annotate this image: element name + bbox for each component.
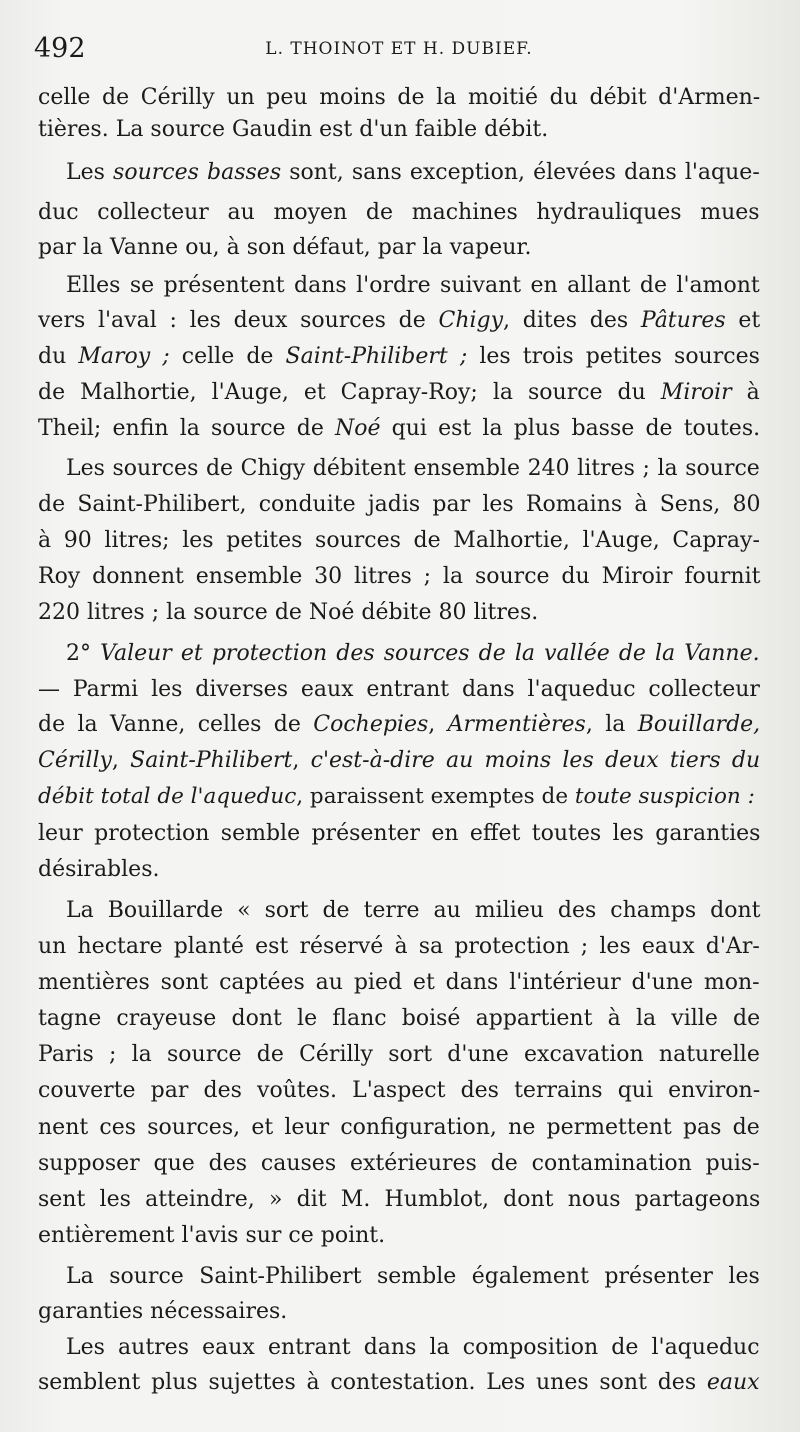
italic-text: Maroy ; — [78, 344, 170, 369]
text-line — [38, 709, 760, 741]
roman-text: La source Saint-Philibert semble également présenter les — [66, 1264, 760, 1289]
roman-text: de Saint-Philibert, conduite jadis par les Romains à Sens, 80 — [38, 492, 761, 517]
text-line — [38, 232, 532, 264]
italic-text: Armentières — [447, 712, 586, 737]
roman-text: à — [731, 380, 760, 405]
roman-text: tières. La source Gaudin est d'un faible débit. — [38, 117, 549, 142]
roman-text: , — [292, 748, 311, 773]
roman-text: garanties nécessaires. — [38, 1299, 288, 1324]
roman-text: celle de — [169, 344, 286, 369]
italic-text: Noé — [335, 416, 381, 441]
text-line — [66, 895, 760, 927]
roman-text: Elles se présentent dans l'ordre suivant en allant de l'amont — [66, 273, 760, 298]
roman-text: Roy donnent ensemble 30 litres ; la source du Miroir fournit — [38, 564, 761, 589]
roman-text: supposer que des causes extérieures de contamination puis- — [38, 1151, 760, 1176]
italic-text: Chigy — [438, 308, 504, 333]
roman-text: Les autres eaux entrant dans la composition de l'aqueduc — [66, 1335, 760, 1360]
roman-text: , — [111, 748, 131, 773]
text-line — [66, 1261, 760, 1293]
roman-text: de la Vanne, celles de — [38, 712, 314, 737]
text-line — [66, 157, 760, 189]
text-line — [38, 114, 548, 146]
text-line — [38, 854, 159, 886]
text-line — [38, 1075, 760, 1107]
text-line — [38, 197, 760, 229]
text-line — [38, 489, 760, 521]
roman-text: 2° — [66, 641, 101, 666]
roman-text: , paraissent exemptes de — [296, 784, 575, 809]
roman-text: par la Vanne ou, à son défaut, par la vapeur. — [38, 235, 532, 260]
text-line — [38, 1003, 760, 1035]
italic-text: Bouillarde, — [637, 712, 761, 737]
roman-text: , — [428, 712, 448, 737]
page-number: 492 — [34, 33, 86, 64]
italic-text: c'est-à-dire au moins les deux tiers du — [310, 748, 761, 773]
italic-text: Miroir — [660, 380, 732, 405]
text-line — [38, 1112, 760, 1144]
roman-text: — Parmi les diverses eaux entrant dans l'aqueduc collecteur — [38, 677, 760, 702]
roman-text: Les sources de Chigy débitent ensemble 240 litres ; la source — [66, 456, 760, 481]
roman-text: sont, sans exception, élevées dans l'aque- — [281, 160, 760, 185]
italic-text: débit total de l'aqueduc — [38, 784, 297, 809]
italic-text: sources basses — [113, 160, 282, 185]
roman-text: Theil; enfin la source de — [38, 416, 335, 441]
text-line — [38, 1296, 287, 1328]
italic-text: Pâtures — [640, 308, 726, 333]
text-line — [38, 818, 760, 850]
roman-text: duc collecteur au moyen de machines hydrauliques mues — [38, 200, 760, 225]
roman-text: 220 litres ; la source de Noé débite 80 litres. — [38, 600, 539, 625]
roman-text: désirables. — [38, 857, 160, 882]
text-line — [38, 82, 760, 114]
roman-text: , la — [585, 712, 638, 737]
roman-text: entièrement l'avis sur ce point. — [38, 1223, 386, 1248]
text-line — [38, 1184, 760, 1216]
roman-text: du — [38, 344, 79, 369]
roman-text: Les — [66, 160, 114, 185]
roman-text: tagne crayeuse dont le flanc boisé appartient à la ville de — [38, 1006, 761, 1031]
text-line — [38, 931, 760, 963]
text-line — [38, 1148, 760, 1180]
text-line — [38, 1367, 760, 1399]
page-header — [34, 30, 764, 72]
text-line — [38, 1220, 385, 1252]
roman-text: couverte par des voûtes. L'aspect des terrains qui environ- — [38, 1078, 761, 1103]
roman-text: Paris ; la source de Cérilly sort d'une excavation naturelle — [38, 1042, 760, 1067]
roman-text: sent les atteindre, » dit M. Humblot, dont nous partageons — [38, 1187, 761, 1212]
text-line — [66, 1332, 760, 1364]
text-line — [38, 377, 760, 409]
text-line — [38, 1039, 760, 1071]
italic-text: eaux — [706, 1370, 760, 1395]
italic-text: Saint-Philibert ; — [285, 344, 468, 369]
roman-text: à 90 litres; les petites sources de Malhortie, l'Auge, Capray- — [38, 528, 760, 553]
roman-text: mentières sont captées au pied et dans l'intérieur d'une mon- — [38, 970, 760, 995]
text-line — [38, 413, 760, 445]
italic-text: toute suspicion : — [574, 784, 755, 809]
text-line — [38, 781, 755, 813]
text-line — [66, 638, 760, 670]
text-line — [38, 745, 760, 777]
italic-text: Cérilly — [38, 748, 112, 773]
running-head: L. THOINOT ET H. DUBIEF. — [265, 39, 533, 59]
roman-text: et — [725, 308, 761, 333]
text-line — [38, 674, 760, 706]
italic-text: Cochepies — [313, 712, 429, 737]
roman-text: de Malhortie, l'Auge, et Capray-Roy; la source du — [38, 380, 661, 405]
text-line — [38, 341, 760, 373]
text-line — [38, 305, 760, 337]
text-line — [38, 967, 760, 999]
text-line — [38, 525, 760, 557]
roman-text: leur protection semble présenter en effet toutes les garanties — [38, 821, 761, 846]
roman-text: , dites des — [503, 308, 641, 333]
roman-text: nent ces sources, et leur configuration, ne permettent pas de — [38, 1115, 760, 1140]
roman-text: semblent plus sujettes à contestation. Les unes sont des — [38, 1370, 707, 1395]
roman-text: les trois petites sources — [467, 344, 760, 369]
text-line — [66, 270, 760, 302]
roman-text: un hectare planté est réservé à sa protection ; les eaux d'Ar- — [38, 934, 760, 959]
italic-text: Valeur et protection des sources de la vallée de la Vanne. — [100, 641, 760, 666]
roman-text: qui est la plus basse de toutes. — [380, 416, 761, 441]
italic-text: Saint-Philibert — [130, 748, 293, 773]
roman-text: vers l'aval : les deux sources de — [38, 308, 439, 333]
roman-text: celle de Cérilly un peu moins de la moitié du débit d'Armen- — [38, 85, 761, 110]
text-line — [66, 453, 760, 485]
roman-text: La Bouillarde « sort de terre au milieu des champs dont — [66, 898, 761, 923]
text-line — [38, 561, 760, 593]
text-line — [38, 597, 538, 629]
